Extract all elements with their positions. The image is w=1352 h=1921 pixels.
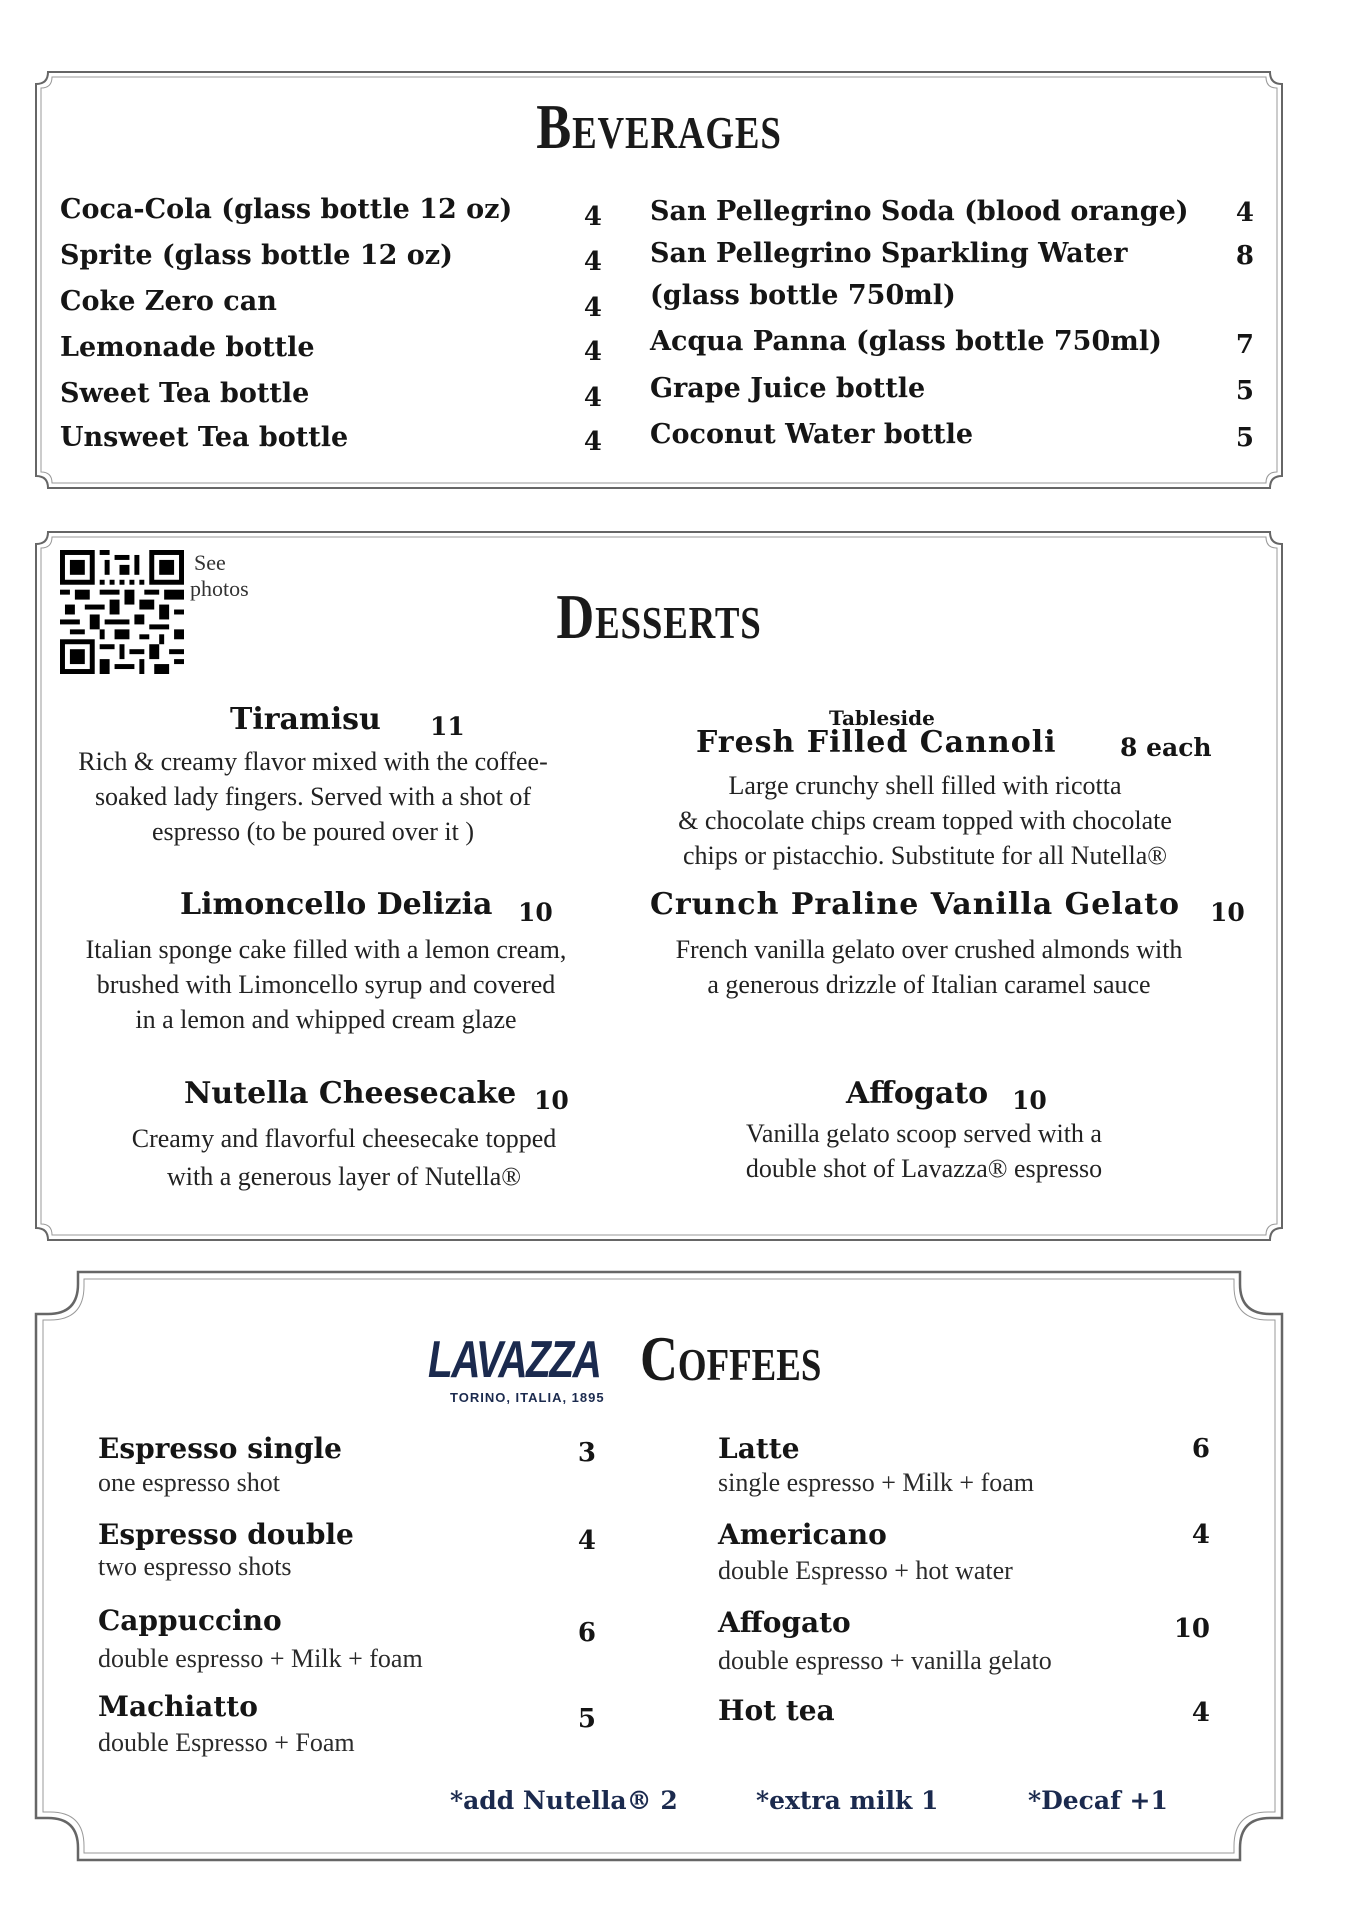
coffee-price: 6 <box>1191 1434 1210 1464</box>
coffee-name: Hot tea <box>718 1694 835 1727</box>
beverage-name-line2: (glass bottle 750ml) <box>650 280 956 311</box>
coffee-price: 4 <box>1191 1520 1210 1550</box>
addon-decaf: *Decaf +1 <box>1028 1786 1168 1815</box>
dessert-price: 10 <box>534 1086 569 1115</box>
dessert-name: Fresh Filled Cannoli <box>696 725 1057 760</box>
addon-nutella: *add Nutella® 2 <box>450 1786 678 1815</box>
coffees-title: Coffees <box>640 1323 822 1394</box>
coffee-price: 4 <box>1191 1698 1210 1728</box>
coffee-description: double Espresso + hot water <box>718 1556 1013 1585</box>
beverage-name: Coconut Water bottle <box>650 419 974 450</box>
beverage-name: Sprite (glass bottle 12 oz) <box>60 240 453 271</box>
dessert-description: Rich & creamy flavor mixed with the coffee- soaked lady fingers. Served with a shot of espresso (to be poured over it ) <box>78 747 548 846</box>
coffee-description: one espresso shot <box>98 1468 280 1497</box>
beverage-price: 5 <box>1235 376 1254 406</box>
beverages-panel <box>34 70 1284 490</box>
dessert-description: Large crunchy shell filled with ricotta & chocolate chips cream topped with chocolate chips or pistacchio. Substitute for all Nutella® <box>678 771 1172 870</box>
beverage-name: Unsweet Tea bottle <box>60 422 349 453</box>
qr-label: See <box>194 550 226 575</box>
coffee-name: Cappuccino <box>98 1604 282 1637</box>
dessert-price: 8 each <box>1120 733 1212 762</box>
qr-label: photos <box>190 576 249 601</box>
dessert-description: Creamy and flavorful cheesecake topped with a generous layer of Nutella® <box>131 1124 557 1191</box>
coffee-name: Americano <box>718 1518 887 1551</box>
coffee-price: 6 <box>577 1618 596 1648</box>
beverage-price: 4 <box>583 427 602 457</box>
beverage-name: Acqua Panna (glass bottle 750ml) <box>650 326 1162 357</box>
coffee-name: Espresso single <box>98 1432 342 1465</box>
beverage-name: Coke Zero can <box>60 286 277 317</box>
coffee-price: 5 <box>577 1704 596 1734</box>
dessert-price: 10 <box>1210 898 1245 927</box>
beverage-name: San Pellegrino Soda (blood orange) <box>650 196 1189 227</box>
beverage-price: 5 <box>1235 423 1254 453</box>
dessert-price: 11 <box>430 712 465 741</box>
dessert-description: French vanilla gelato over crushed almonds with a generous drizzle of Italian caramel sauce <box>675 935 1183 999</box>
beverage-name: San Pellegrino Sparkling Water <box>650 238 1128 269</box>
coffees-panel <box>34 1270 1284 1862</box>
desserts-title: Desserts <box>556 581 762 652</box>
coffee-name: Latte <box>718 1432 800 1465</box>
coffee-name: Affogato <box>718 1606 851 1639</box>
dessert-name: Tiramisu <box>230 702 381 737</box>
coffee-price: 10 <box>1173 1614 1210 1644</box>
beverage-price: 4 <box>583 383 602 413</box>
coffee-description: two espresso shots <box>98 1552 292 1581</box>
dessert-tag: Tableside <box>829 706 935 730</box>
beverage-price: 4 <box>583 293 602 323</box>
coffee-price: 4 <box>577 1526 596 1556</box>
lavazza-logo-sub: TORINO, ITALIA, 1895 <box>450 1390 605 1405</box>
beverage-price: 7 <box>1235 330 1254 360</box>
lavazza-logo-text: LAVAZZA <box>428 1331 601 1389</box>
dessert-name: Nutella Cheesecake <box>184 1076 517 1111</box>
beverage-price: 8 <box>1235 241 1254 271</box>
dessert-name: Affogato <box>846 1076 989 1111</box>
dessert-name: Crunch Praline Vanilla Gelato <box>650 887 1181 922</box>
coffee-description: single espresso + Milk + foam <box>718 1468 1035 1497</box>
beverage-price: 4 <box>583 202 602 232</box>
coffee-description: double espresso + Milk + foam <box>98 1644 423 1673</box>
dessert-price: 10 <box>518 898 553 927</box>
dessert-name: Limoncello Delizia <box>180 887 493 922</box>
coffee-description: double Espresso + Foam <box>98 1728 355 1757</box>
dessert-description: Italian sponge cake filled with a lemon cream, brushed with Limoncello syrup and covered in a lemon and whipped cream glaze <box>85 935 567 1034</box>
beverage-name: Grape Juice bottle <box>650 373 926 404</box>
dessert-description: Vanilla gelato scoop served with a double shot of Lavazza® espresso <box>745 1119 1103 1183</box>
lavazza-logo <box>428 1332 638 1405</box>
beverage-name: Coca-Cola (glass bottle 12 oz) <box>60 194 513 225</box>
coffee-price: 3 <box>577 1438 596 1468</box>
beverage-price: 4 <box>583 247 602 277</box>
addon-extra-milk: *extra milk 1 <box>756 1786 939 1815</box>
desserts-panel <box>34 530 1284 1242</box>
dessert-price: 10 <box>1012 1086 1047 1115</box>
coffee-name: Espresso double <box>98 1518 354 1551</box>
beverage-name: Sweet Tea bottle <box>60 378 310 409</box>
beverages-title: Beverages <box>536 91 782 162</box>
coffee-description: double espresso + vanilla gelato <box>718 1646 1052 1675</box>
beverage-name: Lemonade bottle <box>60 332 315 363</box>
beverage-price: 4 <box>583 337 602 367</box>
coffee-name: Machiatto <box>98 1690 258 1723</box>
beverage-price: 4 <box>1235 198 1254 228</box>
